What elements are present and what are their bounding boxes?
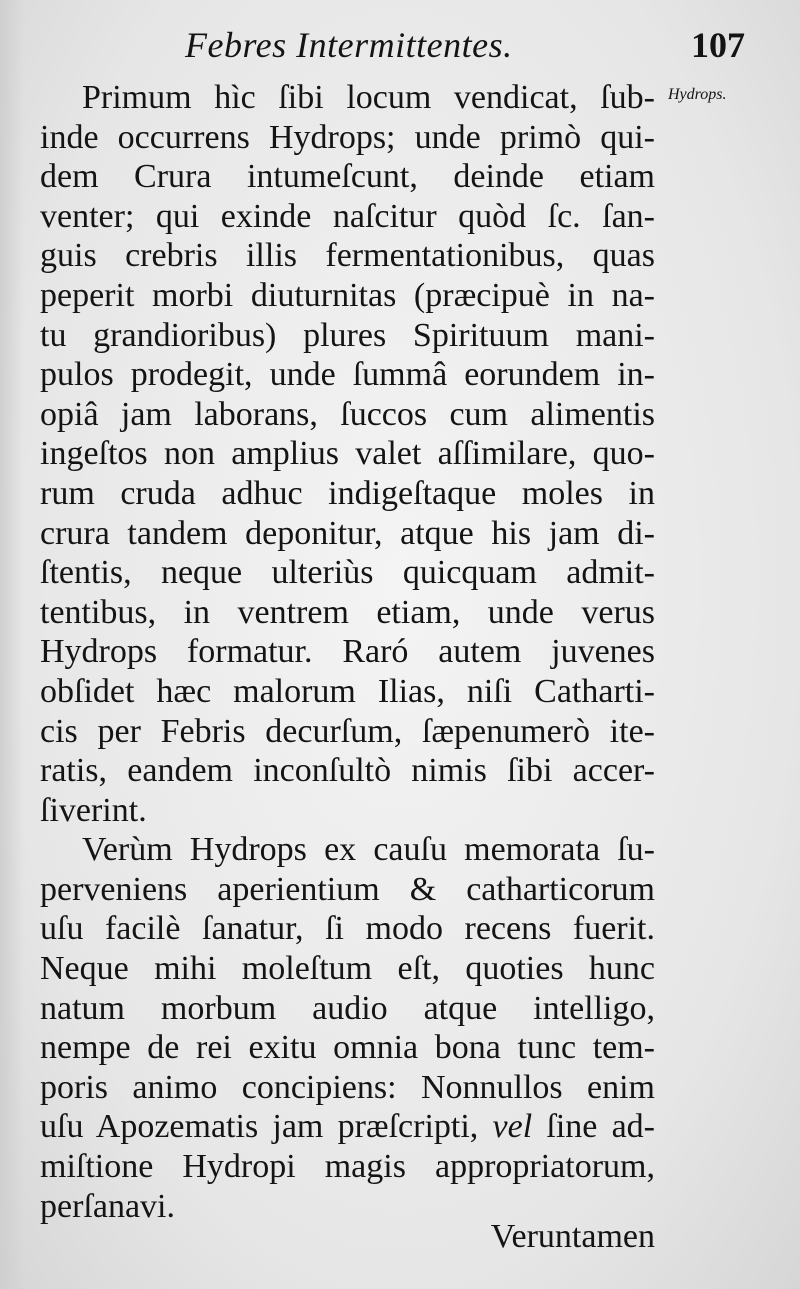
text-line: guis crebris illis fermentationibus, quas bbox=[40, 237, 655, 275]
text-line: dem Crura intumeſcunt, deinde etiam bbox=[40, 158, 655, 196]
text-line: Hydrops formatur. Raró autem juvenes bbox=[40, 633, 655, 671]
text-line: natum morbum audio atque intelligo, bbox=[40, 989, 655, 1027]
text-line: Verùm Hydrops ex cauſu memorata ſu- bbox=[82, 831, 655, 869]
text-line: Neque mihi moleſtum eſt, quoties hunc bbox=[40, 950, 655, 988]
running-title: Febres Intermittentes. bbox=[185, 25, 513, 65]
catchword: Veruntamen bbox=[490, 1218, 655, 1255]
text-segment: uſu Apozematis jam præſcripti, bbox=[40, 1108, 493, 1146]
text-line: crura tandem deponitur, atque his jam di- bbox=[40, 514, 655, 552]
text-line: perveniens aperientium & catharticorum bbox=[40, 870, 655, 908]
body-text bbox=[40, 78, 655, 1226]
text-line: ratis, eandem inconſultò nimis ſibi accer- bbox=[40, 752, 655, 790]
text-line: inde occurrens Hydrops; unde primò qui- bbox=[40, 118, 655, 156]
margin-note: Hydrops. bbox=[668, 86, 727, 103]
italic-word: vel bbox=[492, 1108, 533, 1146]
text-line: tu grandioribus) plures Spirituum mani- bbox=[40, 316, 655, 354]
text-line: obſidet hæc malorum Ilias, niſi Catharti- bbox=[40, 672, 655, 710]
page-number: 107 bbox=[691, 25, 745, 65]
page-header bbox=[40, 18, 745, 68]
text-line: ingeſtos non amplius valet aſſimilare, quo- bbox=[40, 435, 655, 473]
paragraph-1 bbox=[40, 78, 655, 830]
text-line: ſtentis, neque ulteriùs quicquam admit- bbox=[40, 554, 655, 592]
paragraph-2 bbox=[40, 830, 655, 1226]
text-line: uſu facilè ſanatur, ſi modo recens fuerit. bbox=[40, 910, 655, 948]
text-line: tentibus, in ventrem etiam, unde verus bbox=[40, 593, 655, 631]
text-segment: ſine ad- bbox=[532, 1108, 655, 1146]
text-line: venter; qui exinde naſcitur quòd ſc. ſan- bbox=[40, 197, 655, 235]
text-line: ſiverint. bbox=[40, 791, 147, 829]
text-line: cis per Febris decurſum, ſæpenumerò ite- bbox=[40, 712, 655, 750]
text-line: poris animo concipiens: Nonnullos enim bbox=[40, 1068, 655, 1106]
text-line: miſtione Hydropi magis appropriatorum, bbox=[40, 1148, 655, 1186]
text-line: nempe de rei exitu omnia bona tunc tem- bbox=[40, 1029, 655, 1067]
text-line: peperit morbi diuturnitas (præcipuè in na- bbox=[40, 276, 655, 314]
text-line: opiâ jam laborans, ſuccos cum alimentis bbox=[40, 395, 655, 433]
gutter-shadow bbox=[0, 0, 24, 1289]
text-line: perſanavi. bbox=[40, 1187, 175, 1225]
text-line: Primum hìc ſibi locum vendicat, ſub- bbox=[82, 79, 655, 116]
text-line: pulos prodegit, unde ſummâ eorundem in- bbox=[40, 356, 655, 394]
text-line bbox=[40, 1107, 655, 1147]
text-line: rum cruda adhuc indigeſtaque moles in bbox=[40, 474, 655, 512]
